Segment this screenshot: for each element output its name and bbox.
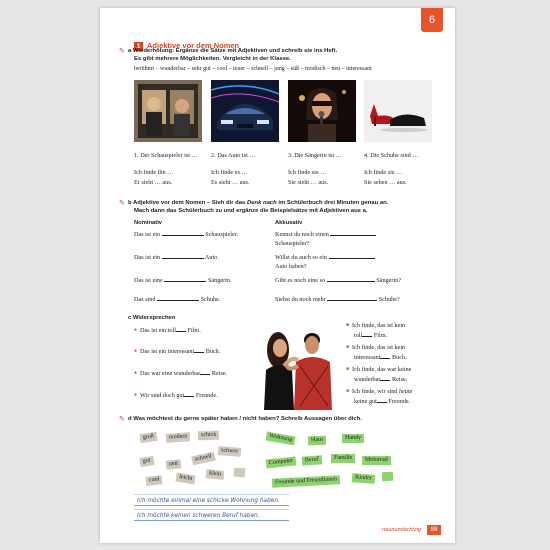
page-number: 89 bbox=[427, 525, 441, 535]
adjective-card[interactable]: leicht bbox=[175, 472, 196, 484]
noun-card[interactable]: Computer bbox=[266, 456, 297, 468]
ex-a-caption-3: 3. Die Sängerin ist … bbox=[288, 152, 342, 159]
ex-d-title: d Was möchtest du gerne später haben / nicht haben? Schreib Aussagen über dich. bbox=[128, 416, 362, 422]
ex-c-right-4-line2: keine gut Freunde. bbox=[354, 398, 411, 405]
ex-a-line-2b: Es sieht … aus. bbox=[211, 179, 250, 186]
section-title: Adjektive vor dem Nomen bbox=[147, 41, 240, 50]
adjective-card[interactable]: schnell bbox=[191, 452, 215, 466]
nom-row-2: Das ist ein Auto. bbox=[134, 254, 219, 261]
ex-c-right-2-line2: interessant Buch. bbox=[354, 354, 407, 361]
photo-couple bbox=[258, 326, 338, 410]
ex-c-left-1: ● Das ist ein toll Film. bbox=[134, 326, 201, 335]
ex-c-left-4: ● Wir sind doch gut Freunde. bbox=[134, 391, 218, 400]
photo-singer bbox=[288, 80, 356, 142]
ex-a-instruction-1: a Wiederholung: Ergänze die Sätze mit Adjektiven und schreib sie ins Heft. bbox=[128, 48, 338, 54]
ex-c-title: c Widersprechen bbox=[128, 315, 176, 321]
col-nominativ: Nominativ bbox=[134, 220, 163, 226]
ex-a-caption-1: 1. Der Schauspieler ist … bbox=[134, 152, 198, 159]
ex-a-line-3a: Ich finde sie … bbox=[288, 169, 327, 176]
adjective-card[interactable]: groß bbox=[139, 432, 157, 443]
chapter-tab: 6 bbox=[421, 8, 443, 32]
noun-card[interactable]: Beruf bbox=[302, 455, 322, 465]
nom-row-3: Das ist eine Sängerin. bbox=[134, 277, 232, 284]
nom-row-4: Das sind Schuhe. bbox=[134, 296, 221, 303]
example-sentence-1: Ich möchte einmal eine schicke Wohnung haben. bbox=[134, 494, 289, 506]
photo-car bbox=[211, 80, 279, 142]
ex-a-caption-4: 4. Die Schuhe sind … bbox=[364, 152, 419, 159]
noun-card[interactable]: Motorrad bbox=[362, 456, 391, 465]
col-akkusativ: Akkusativ bbox=[275, 220, 303, 226]
page-number-words: neunundachtzig bbox=[382, 527, 421, 533]
noun-card[interactable]: Freunde und Freundinnen bbox=[272, 475, 340, 488]
ex-a-line-3b: Sie sieht … aus. bbox=[288, 179, 329, 186]
adjective-card[interactable]: modern bbox=[166, 432, 191, 443]
ex-b-instruction-1: b Adjektive vor dem Nomen – Sieh dir das Denk nach im Schülerbuch drei Minuten genau an. bbox=[128, 200, 389, 206]
adjective-card[interactable]: cool bbox=[146, 475, 163, 486]
workbook-page bbox=[100, 8, 455, 543]
ex-a-line-1b: Er sieht … aus. bbox=[134, 179, 173, 186]
adjective-card[interactable]: schwer bbox=[218, 446, 242, 457]
ex-a-line-2a: Ich finde es … bbox=[211, 169, 248, 176]
section-number: 1 bbox=[134, 42, 143, 51]
akk-row-2-cont: Auto haben? bbox=[275, 263, 307, 270]
pencil-icon: ✎ bbox=[119, 199, 125, 207]
noun-card[interactable]: Kinder bbox=[352, 473, 375, 484]
adjective-card[interactable] bbox=[234, 468, 246, 478]
ex-a-line-4a: Ich finde sie … bbox=[364, 169, 403, 176]
pencil-icon: ✎ bbox=[119, 47, 125, 55]
ex-c-left-3: ● Das war eine wunderbar Reise. bbox=[134, 369, 227, 378]
akk-row-3: Gibt es noch eine so Sängerin? bbox=[275, 277, 402, 284]
ex-c-left-2: ● Das ist ein interessant Buch. bbox=[134, 347, 220, 356]
ex-a-word-list: berühmt – wunderbar – sehr gut – cool – teuer – schnell – jung – süß – modisch – neu – interessant bbox=[134, 66, 372, 72]
ex-c-right-1-line2: toll Film. bbox=[354, 332, 388, 339]
ex-c-right-2-line1: ■ Ich finde, das ist kein bbox=[346, 344, 405, 352]
noun-card[interactable]: Wohnung bbox=[265, 432, 295, 446]
akk-row-1: Kennst du noch einen bbox=[275, 230, 376, 239]
ex-c-right-4-line1: ■ Ich finde, wir sind heute bbox=[346, 388, 412, 396]
adjective-card[interactable]: klein bbox=[206, 469, 225, 480]
noun-card[interactable]: Handy bbox=[342, 434, 364, 443]
noun-card[interactable] bbox=[382, 472, 394, 482]
akk-row-2: Willst du auch so ein bbox=[275, 253, 375, 262]
akk-row-1-cont: Schauspieler? bbox=[275, 240, 310, 247]
ex-c-right-1-line1: ■ Ich finde, das ist kein bbox=[346, 322, 405, 330]
ex-a-instruction-2: Es gibt mehrere Möglichkeiten. Vergleicht in der Klasse. bbox=[134, 56, 291, 62]
example-sentence-2: Ich möchte keinen schweren Beruf haben. bbox=[134, 509, 289, 521]
pencil-icon: ✎ bbox=[119, 415, 125, 423]
photo-shoes bbox=[364, 80, 432, 142]
photo-actor bbox=[134, 80, 202, 142]
adjective-card[interactable]: nett bbox=[166, 459, 182, 470]
adjective-card[interactable]: gut bbox=[139, 456, 154, 467]
akk-row-4: Siehst du noch mehr Schuhe? bbox=[275, 296, 400, 303]
ex-b-instruction-2: Mach dann das Schülerbuch zu und ergänze die Beispielsätze mit Adjektiven aus a. bbox=[134, 208, 368, 214]
noun-card[interactable]: Familie bbox=[331, 454, 355, 463]
adjective-card[interactable]: schick bbox=[198, 431, 220, 441]
ex-a-line-4b: Sie sehen … aus. bbox=[364, 179, 407, 186]
ex-a-caption-2: 2. Das Auto ist … bbox=[211, 152, 256, 159]
ex-c-right-3-line1: ■ Ich finde, das war keine bbox=[346, 366, 411, 374]
nom-row-1: Das ist ein Schauspieler. bbox=[134, 231, 239, 238]
noun-card[interactable]: Haus bbox=[308, 436, 327, 446]
ex-a-line-1a: Ich finde ihn … bbox=[134, 169, 174, 176]
ex-c-right-3-line2: wunderbar Reise. bbox=[354, 376, 408, 383]
